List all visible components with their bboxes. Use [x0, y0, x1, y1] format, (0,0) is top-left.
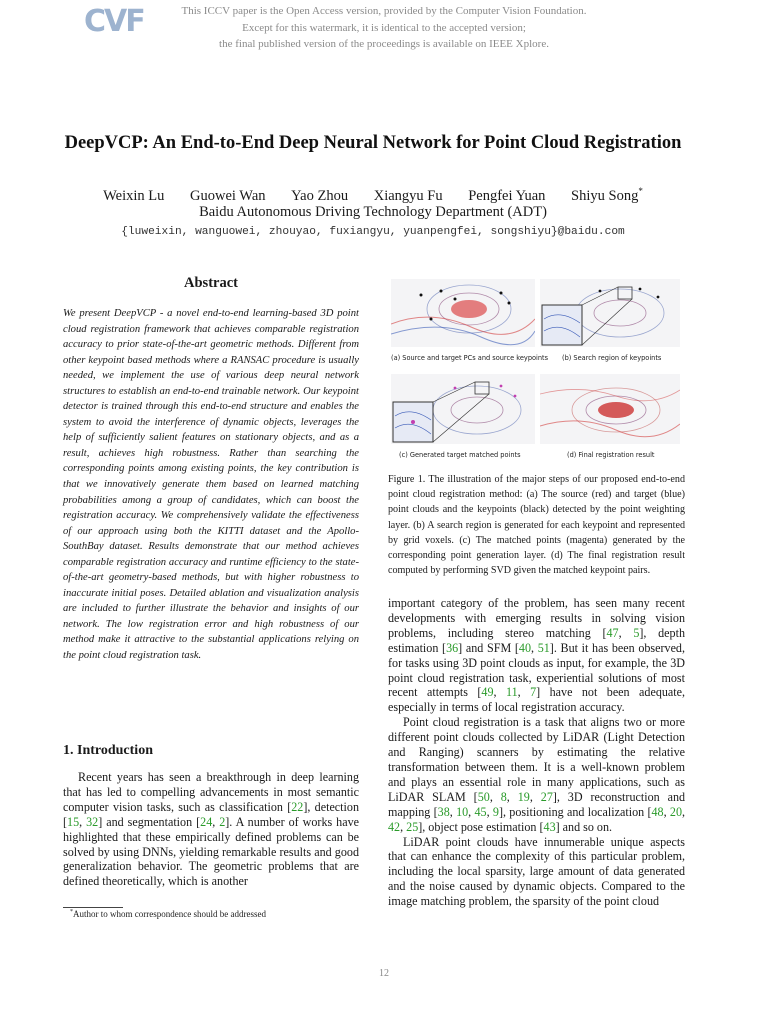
author-name: Xiangyu Fu [373, 187, 443, 204]
citation-link[interactable]: 7 [530, 685, 537, 700]
footnote: *Author to whom correspondence should be addressed [70, 909, 266, 919]
citation-link[interactable]: 11 [505, 685, 518, 700]
citation-link[interactable]: 20 [669, 804, 683, 819]
cvf-logo: CVF [84, 4, 144, 39]
watermark-line: Except for this watermark, it is identical to the accepted version; [242, 21, 526, 34]
figure-sublabel: (b) Search region of keypoints [562, 354, 662, 362]
author-name: Yao Zhou [291, 187, 349, 204]
citation-link[interactable]: 2 [219, 814, 226, 829]
citation-link[interactable]: 43 [543, 819, 556, 834]
point-cloud-image [391, 374, 535, 444]
citation-link[interactable]: 32 [86, 814, 99, 829]
citation-link[interactable]: 22 [291, 799, 304, 814]
citation-link[interactable]: 51 [537, 640, 550, 655]
paragraph: important category of the problem, has seen many recent developments with emerging results in solving vision problems, including stereo matching [47, 5], depth estimation [36] and SFM [40, 51]. But it has been observed, for tasks using 3D point clouds as input, for example, the 3D point cloud registration task, experiential solutions of most recent attempts [49, 11, 7] have not been adequate, especially in terms of local registration accuracy. [388, 596, 686, 715]
paragraph: Recent years has seen a breakthrough in deep learning that has led to compelling advancements in most semantic computer vision tasks, such as classification [22], detection [15, 32] and segmentation [24, 2]. A number of works have highlighted that these empirically defined problems can be solved by using DNNs, yielding remarkable results and good generalization behavior. The geometric problems that are defined theoretically, which is another [63, 770, 359, 889]
paragraph: LiDAR point clouds have innumerable unique aspects that can enhance the complexity of this particular problem, including the local sparsity, large amount of data generated and the noise caused by dynamic objects. Compared to the image matching problem, the sparsity of the point cloud [388, 834, 685, 909]
introduction-body [63, 770, 359, 889]
citation-link[interactable]: 10 [456, 804, 469, 819]
footnote-rule [63, 907, 123, 908]
citation-link[interactable]: 24 [200, 814, 213, 829]
watermark-line: This ICCV paper is the Open Access version, provided by the Computer Vision Foundation. [181, 5, 587, 17]
figure-panel-a [391, 279, 535, 347]
author-list [0, 186, 746, 205]
author-emails: {luweixin, wanguowei, zhouyao, fuxiangyu, yuanpengfei, songshiyu}@baidu.com [121, 226, 625, 238]
figure-caption: Figure 1. The illustration of the major steps of our proposed end-to-end point cloud registration method: (a) The source (red) and target (blue) point clouds and the keypoints (black) detected by the point weighting layer. (b) A search region is generated for each keypoint and represented by grid voxels. (c) The matched points (magenta) generated by the corresponding point generation layer. (d) The final registration result computed by performing SVD given the matched keypoint pairs. [388, 474, 685, 577]
watermark-line: the final published version of the proceedings is available on IEEE Xplore. [219, 38, 549, 50]
citation-link[interactable]: 25 [406, 819, 419, 834]
paragraph: Point cloud registration is a task that aligns two or more different point clouds collected by LiDAR (Light Detection and Ranging) scanners by estimating the relative transformation between them. It is a well-known problem and plays an essential role in many applications, such as LiDAR SLAM [50, 8, 19, 27], 3D reconstruction and mapping [38, 10, 45, 9], positioning and localization [48, 20, 42, 25], object pose estimation [43] and so on. [388, 715, 686, 834]
figure-panel-d [540, 374, 680, 444]
author-name: Shiyu Song* [571, 186, 643, 204]
figure-sublabel: (c) Generated target matched points [399, 451, 521, 459]
citation-link[interactable]: 48 [651, 804, 664, 819]
citation-link[interactable]: 5 [633, 625, 640, 640]
citation-link[interactable]: 15 [67, 814, 80, 829]
citation-link[interactable]: 36 [446, 640, 459, 655]
author-name: Weixin Lu [103, 187, 165, 204]
citation-link[interactable]: 47 [606, 625, 619, 640]
affiliation: Baidu Autonomous Driving Technology Department (ADT) [199, 204, 547, 220]
open-access-watermark [0, 3, 768, 53]
page-number: 12 [379, 968, 389, 979]
citation-link[interactable]: 50 [477, 789, 490, 804]
point-cloud-image [391, 279, 535, 347]
figure-panel-b [540, 279, 680, 347]
abstract-text: We present DeepVCP - a novel end-to-end learning-based 3D point cloud registration framework that achieves comparable registration accuracy to prior state-of-the-art geometric methods. Different from other keypoint based methods where a RANSAC procedure is usually needed, we implement the use of various deep neural network structures to establish an end-to-end trainable network. Our keypoint detector is trained through this end-to-end structure and enables the system to avoid the interference of dynamic objects, leverages the help of sufficiently salient features on stationary objects, and as a result, achieves high robustness. Rather than searching the corresponding points among existing points, the key contribution is that we innovatively generate them based on learned matching probabilities among a group of candidates, which can boost the registration accuracy. We comprehensively validate the effectiveness of our approach using both the KITTI dataset and the Apollo-SouthBay dataset. Results demonstrate that our method achieves comparable registration accuracy and runtime efficiency to the state-of-the-art geometry-based methods, but with higher robustness to inaccurate initial poses. Detailed ablation and visualization analysis are included to further illustrate the behavior and insights of our network. The low registration error and high robustness of our method make it attractive to the substantial applications relying on the point cloud registration task. [63, 308, 359, 662]
figure-panel-c [391, 374, 535, 444]
footnote-mark: * [70, 909, 73, 915]
citation-link[interactable]: 45 [474, 804, 487, 819]
citation-link[interactable]: 42 [388, 819, 401, 834]
abstract-heading: Abstract [184, 275, 238, 291]
author-name: Pengfei Yuan [468, 187, 546, 204]
citation-link[interactable]: 9 [492, 804, 499, 819]
figure-sublabel: (d) Final registration result [567, 451, 655, 459]
corresponding-author-mark: * [638, 186, 643, 196]
figure-sublabel: (a) Source and target PCs and source keypoints [391, 354, 549, 362]
citation-link[interactable]: 49 [481, 685, 494, 700]
section-heading-introduction: 1. Introduction [63, 743, 153, 758]
citation-link[interactable]: 19 [517, 789, 530, 804]
citation-link[interactable]: 38 [437, 804, 450, 819]
citation-link[interactable]: 40 [518, 640, 531, 655]
point-cloud-image [540, 374, 680, 444]
point-cloud-image [540, 279, 680, 347]
author-name: Guowei Wan [190, 187, 266, 204]
right-column-body [388, 596, 685, 909]
paper-title: DeepVCP: An End-to-End Deep Neural Network for Point Cloud Registration [64, 133, 682, 153]
citation-link[interactable]: 27 [540, 789, 553, 804]
citation-link[interactable]: 8 [500, 789, 507, 804]
